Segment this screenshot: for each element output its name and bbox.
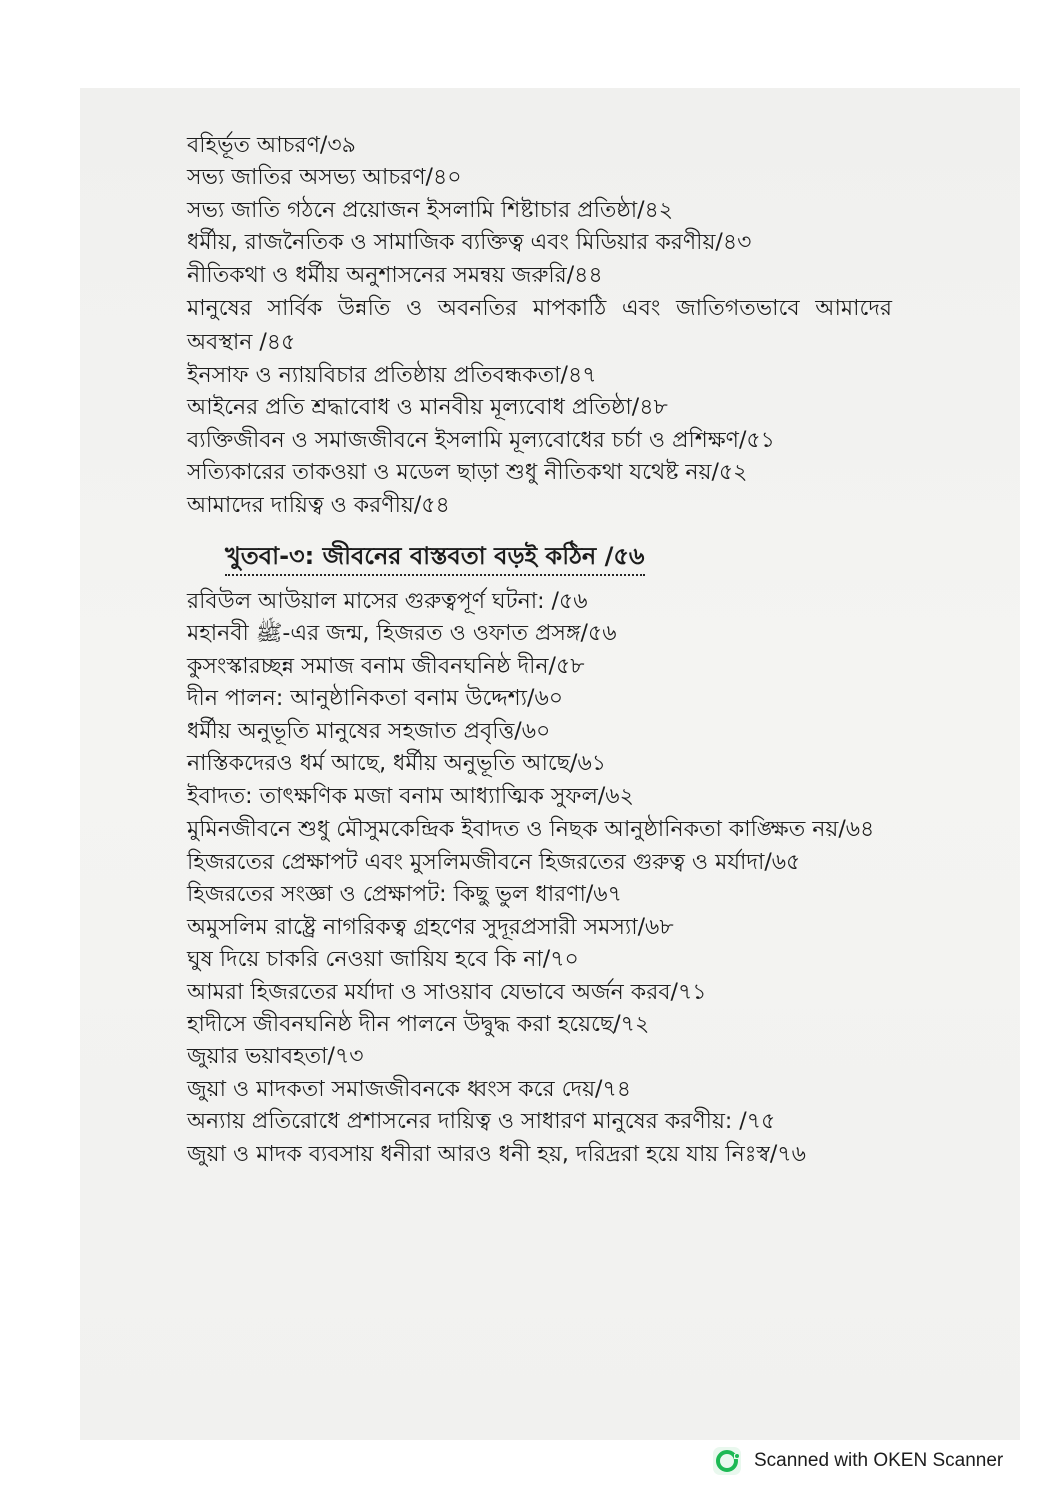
toc-entry: ব্যক্তিজীবন ও সমাজজীবনে ইসলামি মূল্যবোধের চর্চা ও প্রশিক্ষণ/৫১ xyxy=(187,427,775,453)
toc-entry: নীতিকথা ও ধর্মীয় অনুশাসনের সমন্বয় জরুরি/৪৪ xyxy=(187,262,603,288)
toc-entry: জুয়ার ভয়াবহতা/৭৩ xyxy=(187,1044,364,1070)
scanner-watermark xyxy=(712,1446,1003,1476)
toc-entry: ঘুষ দিয়ে চাকরি নেওয়া জায়িয হবে কি না/৭০ xyxy=(187,947,579,973)
toc-entry: আইনের প্রতি শ্রদ্ধাবোধ ও মানবীয় মূল্যবোধ প্রতিষ্ঠা/৪৮ xyxy=(187,395,668,421)
toc-list-part2 xyxy=(187,586,987,1171)
toc-entry: মানুষের সার্বিক উন্নতি ও অবনতির মাপকাঠি এবং জাতিগতভাবে আমাদের অবস্থান /৪৫ xyxy=(187,296,892,356)
toc-entry: আমাদের দায়িত্ব ও করণীয়/৫৪ xyxy=(187,492,450,518)
toc-entry: আমরা হিজরতের মর্যাদা ও সাওয়াব যেভাবে অর্জন করব/৭১ xyxy=(187,979,707,1005)
toc-entry: ইবাদত: তাৎক্ষণিক মজা বনাম আধ্যাত্মিক সুফল/৬২ xyxy=(187,783,634,809)
toc-entry: অন্যায় প্রতিরোধে প্রশাসনের দায়িত্ব ও সাধারণ মানুষের করণীয়: /৭৫ xyxy=(187,1109,776,1135)
toc-entry: সত্যিকারের তাকওয়া ও মডেল ছাড়া শুধু নীতিকথা যথেষ্ট নয়/৫২ xyxy=(187,460,748,486)
scanner-watermark-text: Scanned with OKEN Scanner xyxy=(754,1450,1004,1471)
table-of-contents xyxy=(187,130,987,1171)
toc-entry: হাদীসে জীবনঘনিষ্ঠ দীন পালনে উদ্বুদ্ধ করা হয়েছে/৭২ xyxy=(187,1011,650,1037)
oken-scanner-logo-icon xyxy=(712,1446,742,1476)
toc-entry: জুয়া ও মাদকতা সমাজজীবনকে ধ্বংস করে দেয়/৭৪ xyxy=(187,1076,632,1102)
toc-entry: সভ্য জাতি গঠনে প্রয়োজন ইসলামি শিষ্টাচার প্রতিষ্ঠা/৪২ xyxy=(187,197,674,223)
section-heading-text: খুতবা-৩: জীবনের বাস্তবতা বড়ই কঠিন /৫৬ xyxy=(225,542,645,576)
toc-entry: মহানবী ﷺ-এর জন্ম, হিজরত ও ওফাত প্রসঙ্গ/৫৬ xyxy=(187,621,617,647)
toc-entry: হিজরতের প্রেক্ষাপট এবং মুসলিমজীবনে হিজরতের গুরুত্ব ও মর্যাদা/৬৫ xyxy=(187,849,801,875)
toc-entry: অমুসলিম রাষ্ট্রে নাগরিকত্ব গ্রহণের সুদূরপ্রসারী সমস্যা/৬৮ xyxy=(187,914,674,940)
toc-entry: সভ্য জাতির অসভ্য আচরণ/৪০ xyxy=(187,165,462,191)
toc-list-part1 xyxy=(187,130,987,522)
toc-entry: ধর্মীয়, রাজনৈতিক ও সামাজিক ব্যক্তিত্ব এবং মিডিয়ার করণীয়/৪৩ xyxy=(187,230,752,256)
toc-entry: মুমিনজীবনে শুধু মৌসুমকেন্দ্রিক ইবাদত ও নিছক আনুষ্ঠানিকতা কাঙ্ক্ষিত নয়/৬৪ xyxy=(187,816,875,842)
toc-entry: জুয়া ও মাদক ব্যবসায় ধনীরা আরও ধনী হয়, দরিদ্ররা হয়ে যায় নিঃস্ব/৭৬ xyxy=(187,1141,806,1167)
toc-entry: ইনসাফ ও ন্যায়বিচার প্রতিষ্ঠায় প্রতিবন্ধকতা/৪৭ xyxy=(187,363,597,389)
toc-entry: বহির্ভূত আচরণ/৩৯ xyxy=(187,133,356,158)
toc-entry: হিজরতের সংজ্ঞা ও প্রেক্ষাপট: কিছু ভুল ধারণা/৬৭ xyxy=(187,882,622,908)
toc-entry: ধর্মীয় অনুভূতি মানুষের সহজাত প্রবৃত্তি/৬০ xyxy=(187,718,551,744)
section-heading xyxy=(187,538,987,574)
toc-entry: রবিউল আউয়াল মাসের গুরুত্বপূর্ণ ঘটনা: /৫৬ xyxy=(187,589,588,615)
toc-entry: কুসংস্কারচ্ছন্ন সমাজ বনাম জীবনঘনিষ্ঠ দীন/৫৮ xyxy=(187,653,585,679)
toc-entry: নাস্তিকদেরও ধর্ম আছে, ধর্মীয় অনুভূতি আছে/৬১ xyxy=(187,751,607,777)
toc-entry: দীন পালন: আনুষ্ঠানিকতা বনাম উদ্দেশ্য/৬০ xyxy=(187,686,564,712)
